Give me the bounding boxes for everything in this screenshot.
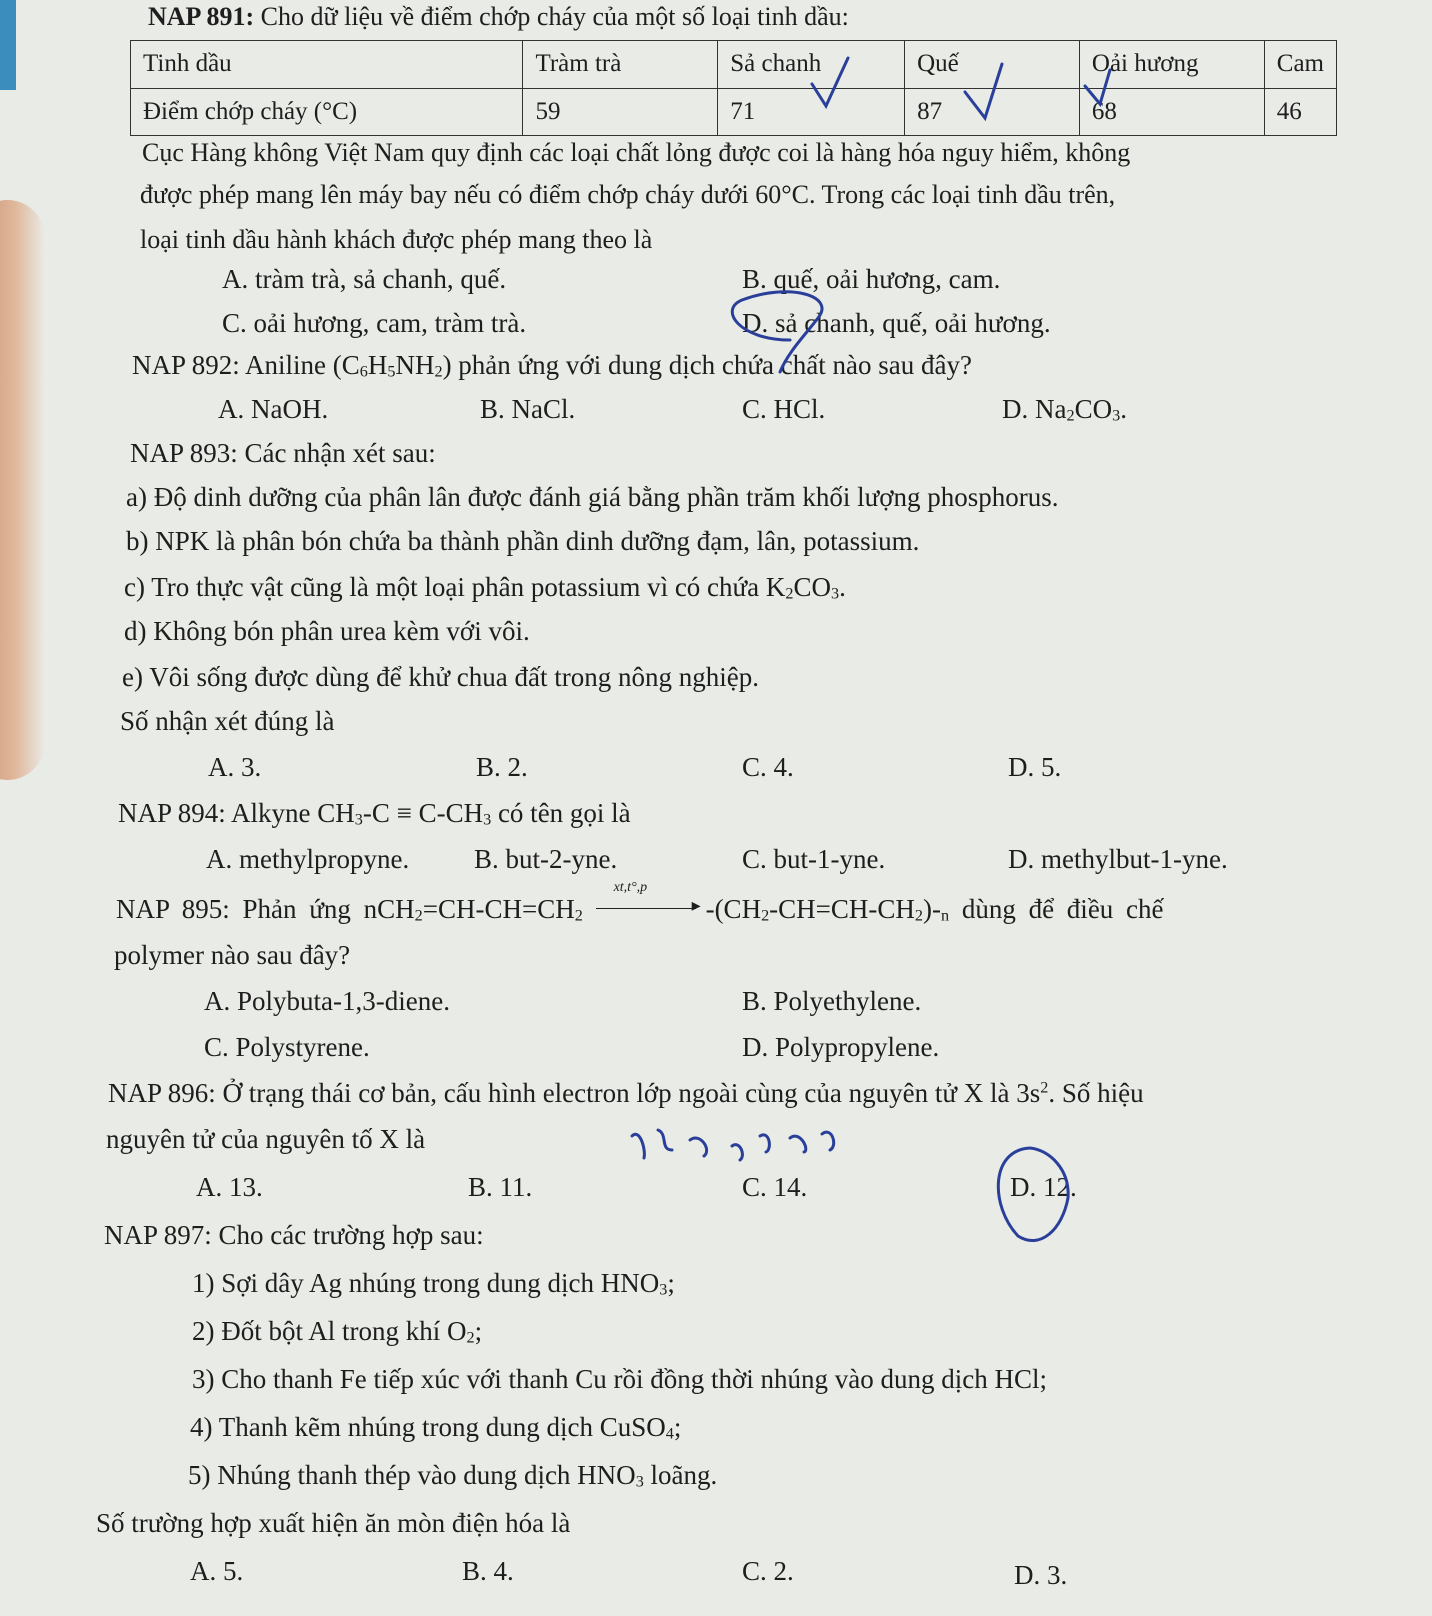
q894-option-c: C. but-1-yne. <box>742 844 886 874</box>
q891-stem: Cho dữ liệu về điểm chớp cháy của một số loại tinh dầu: <box>260 2 849 31</box>
q894-stem: Alkyne CH <box>231 798 355 828</box>
q891-title: NAP 891: <box>148 2 255 31</box>
subscript: n <box>940 906 950 925</box>
q894-option-d: D. methylbut-1-yne. <box>1008 844 1228 874</box>
case-text: ; <box>673 1412 682 1442</box>
option-text: CO <box>1074 394 1113 424</box>
q895-option-d: D. Polypropylene. <box>742 1032 940 1062</box>
q892-stem: ) phản ứng với dung dịch chứa chất nào sau đây? <box>442 350 972 380</box>
q893-question: Số nhận xét đúng là <box>120 706 335 736</box>
q893-stem: Các nhận xét sau: <box>244 438 436 468</box>
q897-option-a: A. 5. <box>190 1556 244 1586</box>
case-text: ; <box>474 1316 483 1346</box>
q895-header <box>116 880 1164 925</box>
q892-stem: H <box>367 350 388 380</box>
q893-option-c: C. 4. <box>742 752 794 782</box>
arrow-label: xt,t°,p <box>613 880 648 895</box>
scribble-896 <box>632 1130 834 1160</box>
subscript: 2 <box>761 906 770 925</box>
case-text: 2) Đốt bột Al trong khí O <box>192 1316 467 1346</box>
q893-statement-e: e) Vôi sống được dùng để khử chua đất trong nông nghiệp. <box>122 662 759 692</box>
q891-option-b: B. quế, oải hương, cam. <box>742 264 1001 294</box>
subscript: 6 <box>359 362 368 381</box>
q894-stem: -C ≡ C-CH <box>362 798 484 828</box>
case-text: loãng. <box>643 1460 718 1490</box>
q892-option-a: A. NaOH. <box>218 394 329 424</box>
q891-paragraph-3: loại tinh dầu hành khách được phép mang theo là <box>140 225 653 254</box>
flashpoint-table <box>130 40 1337 136</box>
q892-option-b: B. NaCl. <box>480 394 576 424</box>
q892-title: NAP 892: <box>132 350 240 380</box>
q896-stem: . Số hiệu <box>1048 1078 1144 1108</box>
q893-option-a: A. 3. <box>208 752 262 782</box>
q891-paragraph-2: được phép mang lên máy bay nếu có điểm chớp cháy dưới 60°C. Trong các loại tinh dầu trên, <box>140 180 1116 209</box>
q896-option-c: C. 14. <box>742 1172 808 1202</box>
table-cell: Oải hương <box>1079 41 1264 89</box>
case-text: 4) Thanh kẽm nhúng trong dung dịch CuSO <box>190 1412 666 1442</box>
finger-shadow <box>0 200 45 780</box>
q897-option-c: C. 2. <box>742 1556 794 1586</box>
q896-title: NAP 896: <box>108 1078 216 1108</box>
subscript: 2 <box>574 906 583 925</box>
q896-option-a: A. 13. <box>196 1172 263 1202</box>
q891-option-c: C. oải hương, cam, tràm trà. <box>222 308 527 338</box>
subscript: 3 <box>831 584 840 603</box>
q892-stem: Aniline (C <box>245 350 360 380</box>
subscript: 2 <box>914 906 923 925</box>
statement-text: c) Tro thực vật cũng là một loại phân potassium vì có chứa K <box>124 572 786 602</box>
q894-title: NAP 894: <box>118 798 226 828</box>
q895-stem: Phản ứng nCH <box>242 894 415 924</box>
q894-stem: có tên gọi là <box>491 798 631 828</box>
q897-case-4 <box>190 1412 681 1443</box>
option-text: D. Na <box>1002 394 1067 424</box>
subscript: 3 <box>483 810 492 829</box>
q897-case-5 <box>188 1460 717 1491</box>
subscript: 3 <box>354 810 363 829</box>
q891-header <box>148 2 849 32</box>
q895-stem: dùng để điều chế <box>949 894 1164 924</box>
q893-statement-d: d) Không bón phân urea kèm với vôi. <box>124 616 530 646</box>
q895-stem: =CH-CH=CH <box>422 894 575 924</box>
q895-stem: -(CH <box>705 894 762 924</box>
q895-option-b: B. Polyethylene. <box>742 986 922 1016</box>
q891-paragraph-1: Cục Hàng không Việt Nam quy định các loại chất lỏng được coi là hàng hóa nguy hiểm, không <box>142 138 1131 167</box>
statement-text: . <box>839 572 846 602</box>
option-text: . <box>1120 394 1127 424</box>
arrow-shaft <box>596 908 696 909</box>
subscript: 2 <box>466 1328 475 1347</box>
q895-stem: )- <box>923 894 941 924</box>
q892-option-c: C. HCl. <box>742 394 826 424</box>
q897-stem: Cho các trường hợp sau: <box>218 1220 484 1250</box>
q894-option-b: B. but-2-yne. <box>474 844 618 874</box>
q893-statement-a: a) Độ dinh dưỡng của phân lân được đánh giá bằng phần trăm khối lượng phosphorus. <box>126 482 1059 512</box>
table-row <box>131 88 1337 136</box>
subscript: 2 <box>785 584 794 603</box>
q893-statement-c <box>124 572 846 603</box>
table-cell: Điểm chớp cháy (°C) <box>131 88 523 136</box>
subscript: 3 <box>1112 406 1121 425</box>
q895-title: NAP 895: <box>116 894 230 924</box>
table-cell: 68 <box>1079 88 1264 136</box>
q896-stem: Ở trạng thái cơ bản, cấu hình electron lớp ngoài cùng của nguyên tử X là 3s <box>222 1078 1041 1108</box>
q896-option-d: D. 12. <box>1010 1172 1077 1202</box>
subscript: 2 <box>434 362 443 381</box>
table-cell: 59 <box>523 88 718 136</box>
table-cell: Quế <box>905 41 1080 89</box>
q895-stem: -CH=CH-CH <box>769 894 915 924</box>
subscript: 4 <box>665 1424 674 1443</box>
subscript: 2 <box>1066 406 1075 425</box>
q895-option-c: C. Polystyrene. <box>204 1032 370 1062</box>
table-cell: 46 <box>1264 88 1336 136</box>
q893-header <box>130 438 436 469</box>
q897-case-3: 3) Cho thanh Fe tiếp xúc với thanh Cu rồi đồng thời nhúng vào dung dịch HCl; <box>192 1364 1047 1394</box>
q896-header <box>108 1078 1144 1109</box>
q897-option-b: B. 4. <box>462 1556 514 1586</box>
subscript: 5 <box>387 362 396 381</box>
table-cell: Tinh dầu <box>131 41 523 89</box>
q896-paragraph-2: nguyên tử của nguyên tố X là <box>106 1124 426 1154</box>
case-text: 1) Sợi dây Ag nhúng trong dung dịch HNO <box>192 1268 660 1298</box>
case-text: 5) Nhúng thanh thép vào dung dịch HNO <box>188 1460 636 1490</box>
arrow-head-icon: ▸ <box>691 895 701 915</box>
reaction-arrow <box>596 880 706 918</box>
superscript: 2 <box>1040 1078 1049 1097</box>
q897-case-1 <box>192 1268 675 1299</box>
table-cell: Tràm trà <box>523 41 718 89</box>
q892-stem: NH <box>395 350 435 380</box>
statement-text: CO <box>793 572 832 602</box>
q897-header <box>104 1220 484 1251</box>
q896-option-b: B. 11. <box>468 1172 533 1202</box>
q897-case-2 <box>192 1316 482 1347</box>
q897-title: NAP 897: <box>104 1220 212 1250</box>
background-edge <box>0 0 16 90</box>
q893-option-b: B. 2. <box>476 752 528 782</box>
subscript: 2 <box>414 906 423 925</box>
q894-header <box>118 798 631 829</box>
q897-question: Số trường hợp xuất hiện ăn mòn điện hóa là <box>96 1508 571 1538</box>
table-cell: Sả chanh <box>718 41 905 89</box>
table-cell: 87 <box>905 88 1080 136</box>
q895-option-a: A. Polybuta-1,3-diene. <box>204 986 450 1016</box>
q895-paragraph-2: polymer nào sau đây? <box>114 940 351 970</box>
q891-option-a: A. tràm trà, sả chanh, quế. <box>222 264 507 294</box>
table-row <box>131 41 1337 89</box>
q897-option-d: D. 3. <box>1014 1560 1068 1590</box>
q893-statement-b: b) NPK là phân bón chứa ba thành phần dinh dưỡng đạm, lân, potassium. <box>126 526 920 556</box>
q892-header <box>132 350 972 381</box>
subscript: 3 <box>635 1472 644 1491</box>
q894-option-a: A. methylpropyne. <box>206 844 410 874</box>
table-cell: Cam <box>1264 41 1336 89</box>
case-text: ; <box>667 1268 675 1298</box>
subscript: 3 <box>659 1280 668 1299</box>
table-cell: 71 <box>718 88 905 136</box>
q893-title: NAP 893: <box>130 438 238 468</box>
q892-option-d <box>1002 394 1127 425</box>
q893-option-d: D. 5. <box>1008 752 1062 782</box>
q891-option-d: D. sả chanh, quế, oải hương. <box>742 308 1051 338</box>
